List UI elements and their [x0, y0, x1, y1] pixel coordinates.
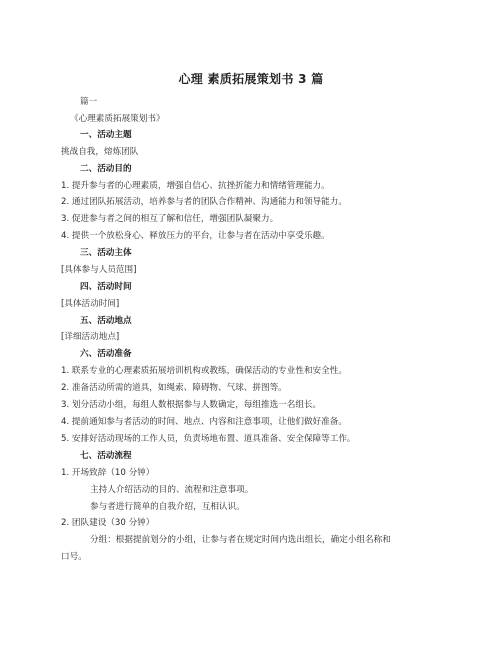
purpose-heading: 二、活动目的 [80, 164, 132, 174]
prep-item: 5. 安排好活动现场的工作人员，负责场地布置、道具准备、安全保障等工作。 [61, 434, 356, 444]
process-detail: 参与者进行简单的自我介绍，互相认识。 [90, 502, 245, 512]
subject-text: [具体参与人员范围] [61, 265, 137, 275]
prep-item: 1. 联系专业的心理素质拓展培训机构或教练，确保活动的专业性和安全性。 [61, 366, 347, 376]
process-step: 1. 开场致辞（10 分钟） [61, 468, 155, 478]
prep-item: 3. 划分活动小组，每组人数根据参与人数确定，每组推选一名组长。 [61, 400, 322, 410]
place-heading: 五、活动地点 [80, 316, 132, 326]
document-title: 心理 素质拓展策划书 3 篇 [178, 72, 324, 86]
theme-text: 挑战自我，熔炼团队 [61, 147, 139, 157]
process-detail: 分组：根据提前划分的小组，让参与者在规定时间内选出组长，确定小组名称和 [90, 535, 391, 545]
prep-item: 2. 准备活动所需的道具，如绳索、障碍物、气球、拼图等。 [61, 383, 287, 393]
time-text: [具体活动时间] [61, 299, 120, 309]
book-title: 《心理素质拓展策划书》 [70, 114, 165, 124]
process-heading: 七、活动流程 [80, 451, 132, 461]
place-text: [详细活动地点] [61, 332, 120, 342]
prep-heading: 六、活动准备 [80, 349, 132, 359]
subject-heading: 三、活动主体 [80, 248, 132, 258]
process-detail: 主持人介绍活动的目的、流程和注意事项。 [90, 485, 254, 495]
purpose-item: 1. 提升参与者的心理素质，增强自信心、抗挫折能力和情绪管理能力。 [61, 181, 330, 191]
process-detail: 口号。 [61, 552, 87, 562]
purpose-item: 3. 促进参与者之间的相互了解和信任，增强团队凝聚力。 [61, 214, 279, 224]
prep-item: 4. 提前通知参与者活动的时间、地点、内容和注意事项，让他们做好准备。 [61, 417, 347, 427]
time-heading: 四、活动时间 [80, 282, 132, 292]
theme-heading: 一、活动主题 [80, 130, 132, 140]
purpose-item: 2. 通过团队拓展活动，培养参与者的团队合作精神、沟通能力和领导能力。 [61, 197, 347, 207]
part-label: 篇一 [80, 97, 98, 107]
purpose-item: 4. 提供一个放松身心、释放压力的平台，让参与者在活动中享受乐趣。 [61, 231, 330, 241]
process-step: 2. 团队建设（30 分钟） [61, 518, 155, 528]
